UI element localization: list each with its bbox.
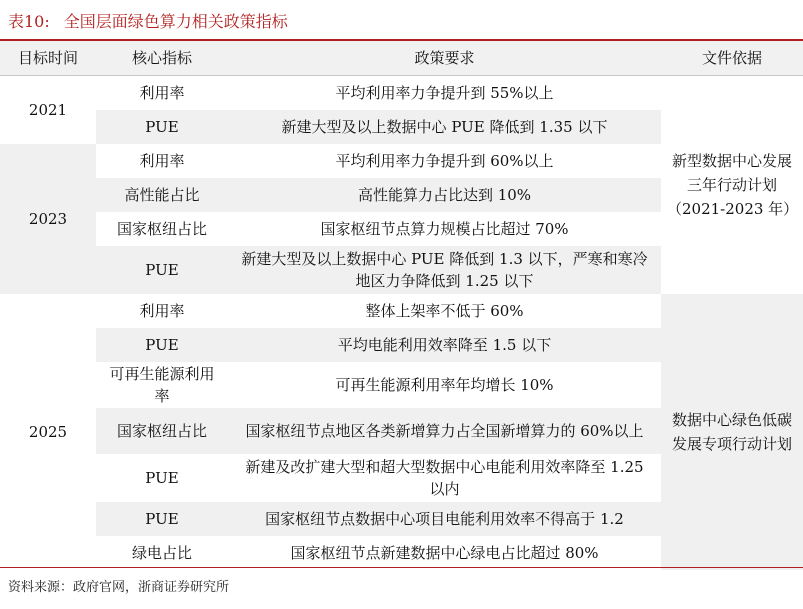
indicator-cell: PUE — [96, 110, 228, 144]
requirement-cell: 新建及改扩建大型和超大型数据中心电能利用效率降至 1.25 以内 — [245, 457, 644, 498]
requirement-cell: 新建大型及以上数据中心 PUE 降低到 1.35 以下 — [228, 110, 661, 144]
requirement-cell: 国家枢纽节点地区各类新增算力占全国新增算力的 60%以上 — [228, 408, 661, 454]
year-cell: 2021 — [28, 100, 68, 119]
header-policy-requirement: 政策要求 — [228, 41, 661, 76]
header-row — [0, 41, 803, 76]
bottom-rule — [0, 567, 803, 568]
requirement-cell: 平均利用率力争提升到 60%以上 — [335, 151, 554, 170]
header-document-basis: 文件依据 — [661, 41, 803, 76]
requirement-cell: 国家枢纽节点新建数据中心绿电占比超过 80% — [290, 543, 599, 562]
requirement-cell: 新建大型及以上数据中心 PUE 降低到 1.3 以下，严寒和寒冷地区力争降低到 1.25 以下 — [228, 246, 661, 294]
indicator-cell: 国家枢纽占比 — [96, 408, 228, 454]
indicator-cell: PUE — [96, 328, 228, 362]
indicator-cell: 高性能占比 — [96, 178, 228, 212]
requirement-cell: 平均利用率力争提升到 55%以上 — [335, 83, 554, 102]
header-core-indicator: 核心指标 — [96, 41, 228, 76]
indicator-cell: PUE — [96, 502, 228, 536]
indicator-cell: 国家枢纽占比 — [116, 219, 207, 238]
requirement-cell: 国家枢纽节点数据中心项目电能利用效率不得高于 1.2 — [228, 502, 661, 536]
year-cell: 2025 — [28, 422, 68, 441]
table-number: 表10: — [8, 12, 50, 31]
policy-table — [0, 41, 803, 570]
indicator-cell: PUE — [145, 468, 179, 487]
indicator-cell: 可再生能源利用率 — [109, 364, 215, 405]
indicator-cell: 利用率 — [139, 151, 185, 170]
requirement-cell: 可再生能源利用率年均增长 10% — [335, 375, 554, 394]
indicator-cell: 利用率 — [139, 301, 185, 320]
requirement-cell: 国家枢纽节点算力规模占比超过 70% — [320, 219, 569, 238]
header-target-time: 目标时间 — [0, 41, 96, 76]
requirement-cell: 高性能算力占比达到 10% — [228, 178, 661, 212]
indicator-cell: 绿电占比 — [131, 543, 192, 562]
indicator-cell: PUE — [96, 246, 228, 294]
indicator-cell: 利用率 — [139, 83, 185, 102]
table-row — [0, 76, 803, 110]
document-cell: 数据中心绿色低碳发展专项行动计划 — [661, 294, 803, 570]
table-title — [8, 8, 288, 36]
requirement-cell: 平均电能利用效率降至 1.5 以下 — [228, 328, 661, 362]
table-row — [0, 294, 803, 328]
table-title-text: 全国层面绿色算力相关政策指标 — [63, 12, 288, 31]
requirement-cell: 整体上架率不低于 60% — [365, 301, 524, 320]
year-cell: 2023 — [0, 144, 96, 294]
document-cell: 新型数据中心发展三年行动计划（2021-2023 年） — [667, 151, 799, 218]
source-note: 资料来源：政府官网，浙商证券研究所 — [8, 580, 230, 595]
